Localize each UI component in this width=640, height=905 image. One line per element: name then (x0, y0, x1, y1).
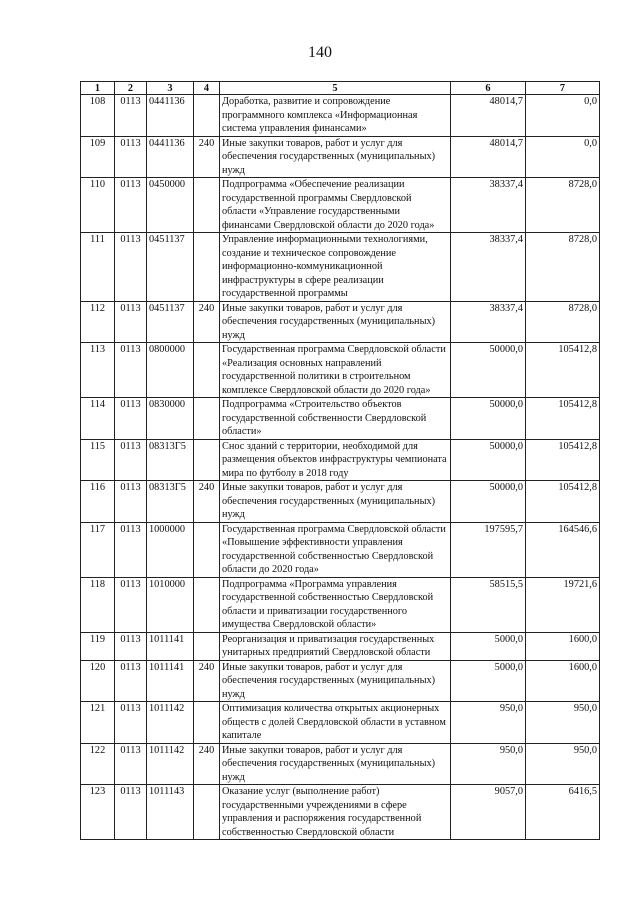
column-header: 7 (526, 82, 600, 95)
item-name: Управление информационными технологиями, создание и техническое сопровождение информационно-коммуникационной инфраструктуры в сфере реализации государственной программы (220, 233, 451, 302)
amount-col7: 1600,0 (526, 660, 600, 702)
target-code: 1011141 (147, 660, 194, 702)
header-row (81, 82, 600, 95)
expense-type: 240 (194, 301, 220, 343)
item-name: Доработка, развитие и сопровождение программного комплекса «Информационная система управления финансами» (220, 95, 451, 137)
expense-type (194, 577, 220, 632)
row-number: 121 (81, 702, 115, 744)
column-header: 4 (194, 82, 220, 95)
item-name: Иные закупки товаров, работ и услуг для обеспечения государственных (муниципальных) нужд (220, 481, 451, 523)
expense-type (194, 439, 220, 481)
section-code: 0113 (115, 743, 147, 785)
target-code: 0800000 (147, 343, 194, 398)
target-code: 08313Г5 (147, 481, 194, 523)
amount-col7: 105412,8 (526, 481, 600, 523)
item-name: Подпрограмма «Обеспечение реализации государственной программы Свердловской области «Управление государственными финансами Свердловской области до 2020 года» (220, 178, 451, 233)
row-number: 110 (81, 178, 115, 233)
expense-type (194, 702, 220, 744)
row-number: 108 (81, 95, 115, 137)
expense-type (194, 632, 220, 660)
amount-col6: 950,0 (451, 743, 526, 785)
amount-col6: 50000,0 (451, 439, 526, 481)
target-code: 1011142 (147, 702, 194, 744)
item-name: Иные закупки товаров, работ и услуг для обеспечения государственных (муниципальных) нужд (220, 136, 451, 178)
expense-type: 240 (194, 481, 220, 523)
row-number: 116 (81, 481, 115, 523)
table-body (81, 95, 600, 840)
row-number: 118 (81, 577, 115, 632)
table-row (81, 743, 600, 785)
table-row (81, 522, 600, 577)
row-number: 122 (81, 743, 115, 785)
row-number: 114 (81, 398, 115, 440)
row-number: 119 (81, 632, 115, 660)
amount-col6: 58515,5 (451, 577, 526, 632)
target-code: 0450000 (147, 178, 194, 233)
table-row (81, 343, 600, 398)
column-header: 2 (115, 82, 147, 95)
expense-type: 240 (194, 743, 220, 785)
target-code: 0451137 (147, 301, 194, 343)
target-code: 08313Г5 (147, 439, 194, 481)
row-number: 111 (81, 233, 115, 302)
item-name: Снос зданий с территории, необходимой для размещения объектов инфраструктуры чемпионата мира по футболу в 2018 году (220, 439, 451, 481)
row-number: 113 (81, 343, 115, 398)
column-header: 1 (81, 82, 115, 95)
amount-col7: 950,0 (526, 743, 600, 785)
target-code: 1011142 (147, 743, 194, 785)
amount-col6: 50000,0 (451, 343, 526, 398)
table-row (81, 398, 600, 440)
row-number: 120 (81, 660, 115, 702)
amount-col7: 8728,0 (526, 233, 600, 302)
table-row (81, 577, 600, 632)
amount-col6: 50000,0 (451, 398, 526, 440)
amount-col6: 950,0 (451, 702, 526, 744)
section-code: 0113 (115, 233, 147, 302)
row-number: 112 (81, 301, 115, 343)
item-name: Иные закупки товаров, работ и услуг для обеспечения государственных (муниципальных) нужд (220, 743, 451, 785)
section-code: 0113 (115, 660, 147, 702)
page-number: 140 (308, 44, 332, 61)
amount-col6: 38337,4 (451, 178, 526, 233)
item-name: Оказание услуг (выполнение работ) государственными учреждениями в сфере управления и распоряжения государственной собственностью Свердловской области (220, 785, 451, 840)
section-code: 0113 (115, 522, 147, 577)
section-code: 0113 (115, 632, 147, 660)
section-code: 0113 (115, 178, 147, 233)
target-code: 1011141 (147, 632, 194, 660)
amount-col6: 5000,0 (451, 632, 526, 660)
target-code: 1010000 (147, 577, 194, 632)
column-header: 3 (147, 82, 194, 95)
item-name: Иные закупки товаров, работ и услуг для обеспечения государственных (муниципальных) нужд (220, 660, 451, 702)
item-name: Государственная программа Свердловской области «Повышение эффективности управления государственной собственностью Свердловской области до 2020 года» (220, 522, 451, 577)
section-code: 0113 (115, 481, 147, 523)
section-code: 0113 (115, 785, 147, 840)
item-name: Иные закупки товаров, работ и услуг для обеспечения государственных (муниципальных) нужд (220, 301, 451, 343)
amount-col7: 6416,5 (526, 785, 600, 840)
section-code: 0113 (115, 439, 147, 481)
item-name: Реорганизация и приватизация государственных унитарных предприятий Свердловской области (220, 632, 451, 660)
target-code: 0441136 (147, 136, 194, 178)
column-header: 5 (220, 82, 451, 95)
expense-type (194, 95, 220, 137)
expense-type: 240 (194, 136, 220, 178)
table-row (81, 95, 600, 137)
table-row (81, 178, 600, 233)
section-code: 0113 (115, 136, 147, 178)
column-header: 6 (451, 82, 526, 95)
target-code: 1011143 (147, 785, 194, 840)
item-name: Государственная программа Свердловской области «Реализация основных направлений государственной политики в строительном комплексе Свердловской области до 2020 года» (220, 343, 451, 398)
budget-table (80, 81, 600, 840)
amount-col7: 105412,8 (526, 398, 600, 440)
table-row (81, 481, 600, 523)
amount-col7: 105412,8 (526, 439, 600, 481)
amount-col7: 1600,0 (526, 632, 600, 660)
amount-col6: 197595,7 (451, 522, 526, 577)
amount-col6: 5000,0 (451, 660, 526, 702)
amount-col7: 105412,8 (526, 343, 600, 398)
amount-col7: 0,0 (526, 95, 600, 137)
amount-col6: 38337,4 (451, 301, 526, 343)
section-code: 0113 (115, 343, 147, 398)
amount-col7: 8728,0 (526, 301, 600, 343)
target-code: 0451137 (147, 233, 194, 302)
section-code: 0113 (115, 577, 147, 632)
section-code: 0113 (115, 702, 147, 744)
expense-type (194, 233, 220, 302)
amount-col7: 0,0 (526, 136, 600, 178)
section-code: 0113 (115, 301, 147, 343)
table-row (81, 660, 600, 702)
section-code: 0113 (115, 95, 147, 137)
amount-col6: 48014,7 (451, 95, 526, 137)
amount-col6: 38337,4 (451, 233, 526, 302)
row-number: 117 (81, 522, 115, 577)
target-code: 0830000 (147, 398, 194, 440)
expense-type: 240 (194, 660, 220, 702)
item-name: Подпрограмма «Строительство объектов государственной собственности Свердловской области» (220, 398, 451, 440)
amount-col7: 164546,6 (526, 522, 600, 577)
item-name: Оптимизация количества открытых акционерных обществ с долей Свердловской области в уставном капитале (220, 702, 451, 744)
amount-col7: 19721,6 (526, 577, 600, 632)
table-row (81, 233, 600, 302)
table-row (81, 136, 600, 178)
expense-type (194, 178, 220, 233)
amount-col6: 50000,0 (451, 481, 526, 523)
item-name: Подпрограмма «Программа управления государственной собственностью Свердловской области и приватизации государственного имущества Свердловской области» (220, 577, 451, 632)
row-number: 109 (81, 136, 115, 178)
target-code: 0441136 (147, 95, 194, 137)
section-code: 0113 (115, 398, 147, 440)
table-row (81, 301, 600, 343)
amount-col6: 48014,7 (451, 136, 526, 178)
table-row (81, 702, 600, 744)
row-number: 123 (81, 785, 115, 840)
amount-col6: 9057,0 (451, 785, 526, 840)
expense-type (194, 522, 220, 577)
table-row (81, 632, 600, 660)
expense-type (194, 343, 220, 398)
table-row (81, 785, 600, 840)
amount-col7: 8728,0 (526, 178, 600, 233)
amount-col7: 950,0 (526, 702, 600, 744)
target-code: 1000000 (147, 522, 194, 577)
expense-type (194, 785, 220, 840)
table-row (81, 439, 600, 481)
expense-type (194, 398, 220, 440)
row-number: 115 (81, 439, 115, 481)
